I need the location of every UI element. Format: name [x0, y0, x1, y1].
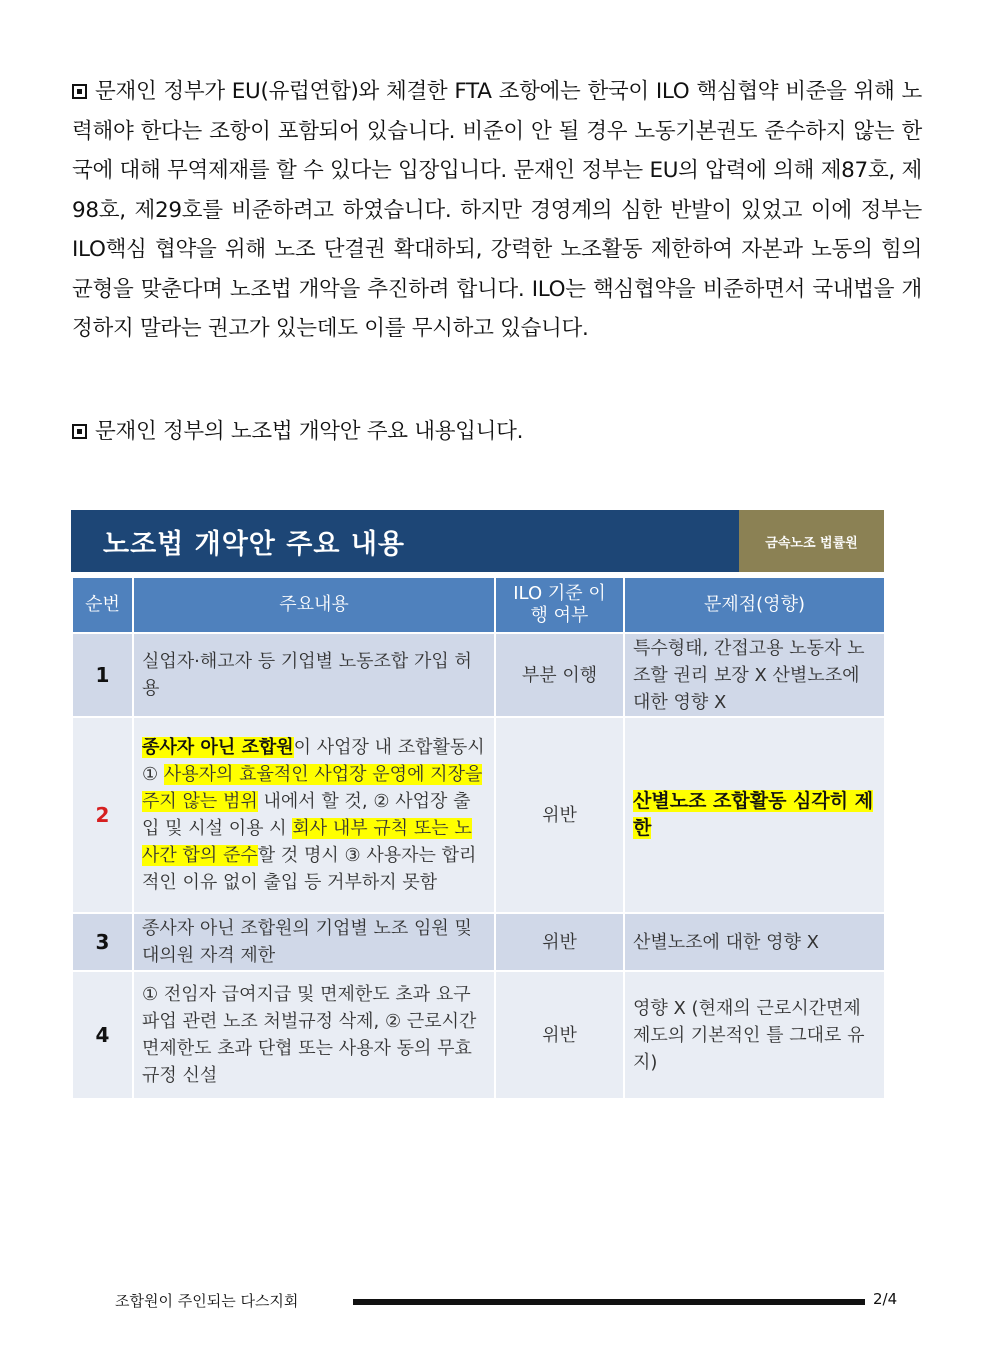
figure-banner	[71, 510, 884, 572]
row-ilo-status: 부분 이행	[495, 633, 624, 717]
highlight-text: 종사자 아닌 조합원	[142, 737, 294, 758]
row-ilo-status: 위반	[495, 913, 624, 971]
row-problem: 산별노조에 대한 영향 X	[624, 913, 885, 971]
table-header-row	[72, 577, 885, 633]
highlight-text: 회사 내부 규칙 또는 노사간 합의 준수	[142, 818, 472, 866]
row-text: 이 사업장 내 조합활동시 ①	[142, 737, 485, 785]
figure-title: 노조법 개악안 주요 내용	[103, 529, 406, 560]
header-num: 순번	[72, 577, 133, 633]
table-row	[72, 717, 885, 913]
footer-divider	[353, 1299, 865, 1305]
row-number: 4	[72, 971, 133, 1099]
row-main-content: ① 전임자 급여지급 및 면제한도 초과 요구 파업 관련 노조 처벌규정 삭제, ② 근로시간면제한도 초과 단협 또는 사용자 동의 무효 규정 신설	[133, 971, 495, 1099]
table-row	[72, 633, 885, 717]
row-problem	[624, 717, 885, 913]
highlight-text: 사용자의 효율적인 사업장 운영에 지장을 주지 않는 범위	[142, 764, 483, 812]
square-bullet-icon	[72, 84, 87, 99]
row-number: 3	[72, 913, 133, 971]
square-bullet-icon	[72, 424, 87, 439]
table-row	[72, 913, 885, 971]
row-problem: 영향 X (현재의 근로시간면제제도의 기본적인 틀 그대로 유지)	[624, 971, 885, 1099]
row-text: 내에서 할 것, ② 사업장 출입 및 시설 이용 시	[142, 791, 471, 839]
row-ilo-status: 위반	[495, 717, 624, 913]
amendment-summary-figure	[71, 510, 884, 1100]
header-problem: 문제점(영향)	[624, 577, 885, 633]
highlight-text: 산별노조 조합활동 심각히 제한	[633, 790, 874, 839]
page-number: 2/4	[873, 1290, 898, 1308]
row-problem: 특수형태, 간접고용 노동자 노조할 권리 보장 X 산별노조에 대한 영향 X	[624, 633, 885, 717]
figure-source-tag: 금속노조 법률원	[739, 510, 884, 572]
row-text: 할 것 명시 ③ 사용자는 합리적인 이유 없이 출입 등 거부하지 못함	[142, 845, 477, 893]
intro-paragraph-2	[72, 412, 922, 452]
header-ilo: ILO 기준 이행 여부	[495, 577, 624, 633]
row-number: 1	[72, 633, 133, 717]
row-main-content: 종사자 아닌 조합원의 기업별 노조 임원 및 대의원 자격 제한	[133, 913, 495, 971]
intro-paragraph-1	[72, 72, 922, 349]
footer-org-name: 조합원이 주인되는 다스지회	[115, 1292, 299, 1310]
intro-paragraph-2-text: 문재인 정부의 노조법 개악안 주요 내용입니다.	[95, 419, 524, 444]
row-main-content	[133, 717, 495, 913]
row-number: 2	[72, 717, 133, 913]
intro-paragraph-1-text: 문재인 정부가 EU(유럽연합)와 체결한 FTA 조항에는 한국이 ILO 핵심협약 비준을 위해 노력해야 한다는 조항이 포함되어 있습니다. 비준이 안 될 경우 노동기본권도 준수하지 않는 한국에 대해 무역제재를 할 수 있다는 입장입니다. 문재인 정부는 EU의 압력에 의해 제87호, 제98호, 제29호를 비준하려고 하였습니다. 하지만 경영계의 심한 반발이 있었고 이에 정부는 ILO핵심 협약을 위해 노조 단결권 확대하되, 강력한 노조활동 제한하여 자본과 노동의 힘의 균형을 맞춘다며 노조법 개악을 추진하려 합니다. ILO는 핵심협약을 비준하면서 국내법을 개정하지 말라는 권고가 있는데도 이를 무시하고 있습니다.	[72, 79, 922, 341]
page-footer	[0, 1288, 992, 1316]
row-ilo-status: 위반	[495, 971, 624, 1099]
row-main-content: 실업자·해고자 등 기업별 노동조합 가입 허용	[133, 633, 495, 717]
amendment-table	[71, 576, 886, 1100]
header-main: 주요내용	[133, 577, 495, 633]
table-row	[72, 971, 885, 1099]
